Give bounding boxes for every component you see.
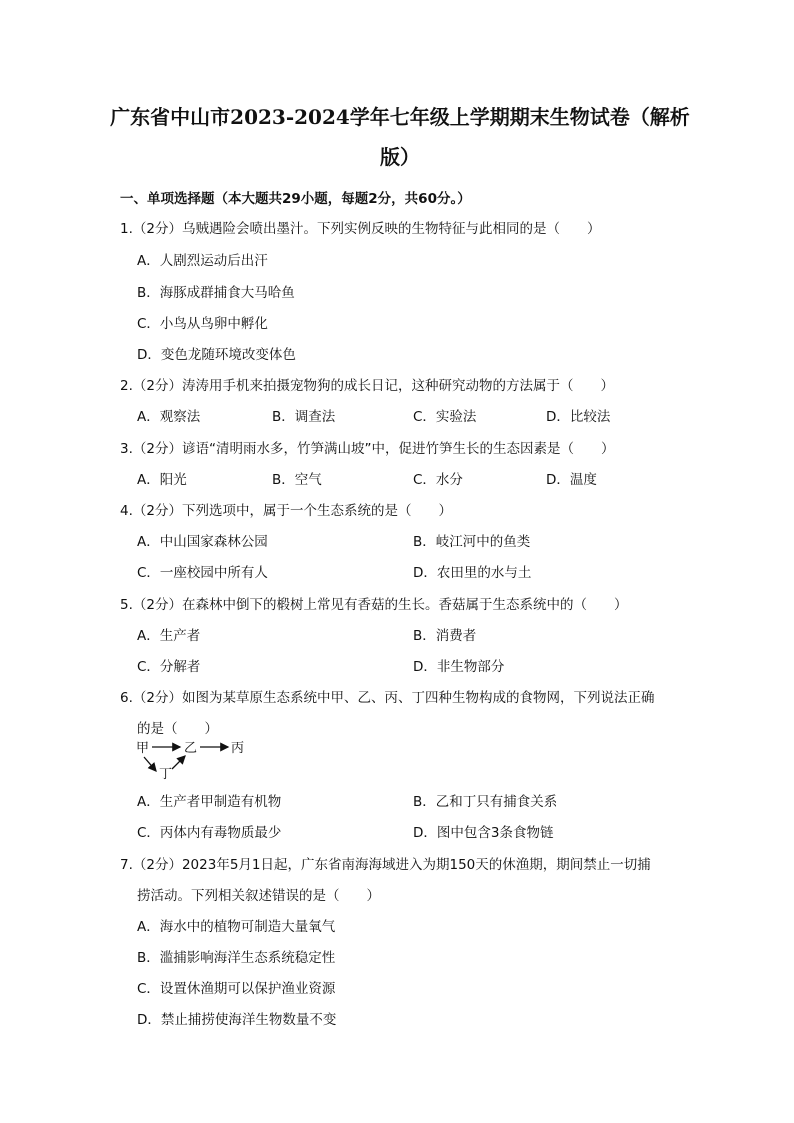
q2-option-a: A．观察法: [137, 409, 201, 425]
q3-stem: 3.（2分）谚语“清明雨水多，竹笋满山坡”中，促进竹笋生长的生态因素是（ ）: [120, 441, 615, 457]
arrow-ding-to-yi: [172, 756, 185, 769]
q1-option-a: A．人剧烈运动后出汗: [137, 253, 268, 269]
q7-option-a: A．海水中的植物可制造大量氧气: [137, 919, 336, 935]
q4-option-d: D．农田里的水与土: [413, 565, 532, 581]
food-web-node-ding: 丁: [159, 767, 173, 782]
q6-option-d: D．图中包含3条食物链: [413, 825, 554, 841]
q5-option-d: D．非生物部分: [413, 659, 505, 675]
q3-option-d: D．温度: [546, 472, 597, 488]
food-web-node-jia: 甲: [136, 741, 150, 756]
q2-option-d: D．比较法: [546, 409, 611, 425]
q6-stem-line1: 6.（2分）如图为某草原生态系统中甲、乙、丙、丁四种生物构成的食物网，下列说法正确: [120, 690, 655, 706]
exam-title-line1: 广东省中山市2023-2024学年七年级上学期期末生物试卷（解析: [110, 105, 690, 129]
q1-option-c: C．小鸟从鸟卵中孵化: [137, 316, 268, 332]
food-web-node-yi: 乙: [184, 741, 198, 756]
q4-option-c: C．一座校园中所有人: [137, 565, 268, 581]
q6-option-c: C．丙体内有毒物质最少: [137, 825, 282, 841]
exam-title-line2: 版）: [380, 145, 420, 169]
q5-option-b: B．消费者: [413, 628, 477, 644]
food-web-node-bing: 丙: [231, 741, 245, 756]
food-web-diagram: [132, 736, 262, 782]
q4-stem: 4.（2分）下列选项中，属于一个生态系统的是（ ）: [120, 503, 452, 519]
q2-option-b: B．调查法: [272, 409, 336, 425]
q2-option-c: C．实验法: [413, 409, 477, 425]
q4-option-a: A．中山国家森林公园: [137, 534, 268, 550]
q3-option-a: A．阳光: [137, 472, 187, 488]
q6-option-b: B．乙和丁只有捕食关系: [413, 794, 558, 810]
q1-option-d: D．变色龙随环境改变体色: [137, 347, 296, 363]
q7-option-d: D．禁止捕捞使海洋生物数量不变: [137, 1012, 337, 1028]
q3-option-c: C．水分: [413, 472, 463, 488]
q7-option-c: C．设置休渔期可以保护渔业资源: [137, 981, 336, 997]
q6-stem-line2: 的是（ ）: [137, 721, 218, 737]
q4-option-b: B．岐江河中的鱼类: [413, 534, 531, 550]
q1-stem: 1.（2分）乌贼遇险会喷出墨汁。下列实例反映的生物特征与此相同的是（ ）: [120, 221, 601, 237]
q5-option-a: A．生产者: [137, 628, 201, 644]
q5-stem: 5.（2分）在森林中倒下的椴树上常见有香菇的生长。香菇属于生态系统中的（ ）: [120, 597, 628, 613]
q7-stem-line1: 7.（2分）2023年5月1日起，广东省南海海域进入为期150天的休渔期，期间禁止一切捕: [120, 857, 651, 873]
arrow-jia-to-ding: [144, 757, 156, 771]
q5-option-c: C．分解者: [137, 659, 201, 675]
q6-option-a: A．生产者甲制造有机物: [137, 794, 282, 810]
section-heading: 一、单项选择题（本大题共29小题，每题2分，共60分。）: [120, 191, 471, 207]
q1-option-b: B．海豚成群捕食大马哈鱼: [137, 285, 295, 301]
q7-option-b: B．滥捕影响海洋生态系统稳定性: [137, 950, 336, 966]
q3-option-b: B．空气: [272, 472, 322, 488]
q7-stem-line2: 捞活动。下列相关叙述错误的是（ ）: [137, 888, 380, 904]
q2-stem: 2.（2分）涛涛用手机来拍摄宠物狗的成长日记，这种研究动物的方法属于（ ）: [120, 378, 614, 394]
